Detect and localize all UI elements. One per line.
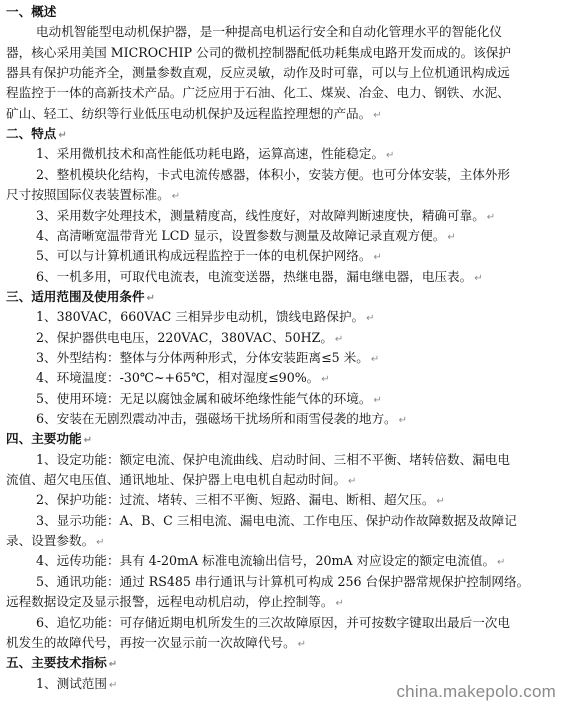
line-text: 2、保护功能：过流、堵转、三相不平衡、短路、漏电、断相、超欠压。 <box>36 492 435 508</box>
section-heading <box>6 429 560 451</box>
paragraph-line <box>6 206 560 228</box>
paragraph-line <box>6 409 560 431</box>
paragraph-line <box>6 572 560 592</box>
paragraph-line <box>6 144 560 166</box>
line-text: 4、环境温度：-30℃~+65℃，相对湿度≤90%。 <box>36 370 320 386</box>
paragraph-line <box>6 328 560 350</box>
paragraph-mark-icon: ↵ <box>373 109 382 121</box>
paragraph-line <box>6 226 560 248</box>
paragraph-mark-icon: ↵ <box>447 231 456 243</box>
paragraph-line <box>6 592 560 614</box>
line-text: 6、追忆功能：可存储近期电机所发生的三次故障原因，并可按数字键取出最后一次电 <box>36 614 510 630</box>
line-text: 3、采用数字处理技术，测量精度高，线性度好，对故障判断速度快，精确可靠。 <box>36 207 485 223</box>
paragraph-line <box>6 470 560 492</box>
paragraph-line <box>6 43 560 63</box>
paragraph-mark-icon: ↵ <box>366 313 375 325</box>
line-text: 矿山、轻工、纺织等行业低压电动机保护及远程监控理想的产品。 <box>6 105 372 121</box>
paragraph-line <box>6 348 560 370</box>
line-text: 1、采用微机技术和高性能低功耗电路，运算高速，性能稳定。 <box>36 146 385 162</box>
paragraph-mark-icon: ↵ <box>83 435 92 447</box>
paragraph-line <box>6 613 560 633</box>
watermark: china.makepolo.com <box>396 682 556 701</box>
paragraph-mark-icon: ↵ <box>386 150 395 162</box>
line-text: 器，核心采用美国 MICROCHIP 公司的微机控制器配低功耗集成电路开发而成的。该保护 <box>6 44 511 60</box>
line-text: 二、特点 <box>6 126 57 142</box>
line-text: 4、远传功能：具有 4-20mA 标准电流输出信号，20mA 对应设定的额定电流值。 <box>36 553 496 569</box>
paragraph-mark-icon: ↵ <box>334 333 344 345</box>
line-text: 程监控于一体的高新技术产品。广泛应用于石油、化工、煤炭、冶金、电力、钢铁、水泥、 <box>6 85 510 101</box>
line-text: 1、设定功能：额定电流、保护电流曲线、启动时间、三相不平衡、堵转倍数、漏电电 <box>36 451 510 467</box>
line-text: 五、主要技术指标 <box>6 655 107 671</box>
line-text: 器具有保护功能齐全，测量参数直观，反应灵敏，动作及时可靠，可以与上位机通讯构成远 <box>6 65 510 81</box>
line-text: 尺寸按照国际仪表装置标准。 <box>6 187 170 203</box>
line-text: 流值、超欠电压值、通讯地址、保护器上电电机自起动时间。 <box>6 472 347 488</box>
paragraph-line <box>6 307 560 329</box>
line-text: 远程数据设定及显示报警，远程电动机启动，停止控制等。 <box>6 594 334 610</box>
paragraph-mark-icon: ↵ <box>497 557 506 569</box>
section-heading <box>6 653 560 675</box>
paragraph-mark-icon: ↵ <box>348 476 357 488</box>
line-text: 四、主要功能 <box>6 431 82 447</box>
paragraph-mark-icon: ↵ <box>321 374 330 386</box>
paragraph-line <box>6 450 560 470</box>
paragraph-line <box>6 531 560 553</box>
paragraph-line <box>6 246 560 268</box>
line-text: 电动机智能型电动机保护器，是一种提高电机运行安全和自动化管理水平的智能化仪 <box>36 24 502 40</box>
paragraph-mark-icon: ↵ <box>398 415 408 426</box>
paragraph-line <box>6 490 560 512</box>
paragraph-mark-icon: ↵ <box>58 130 67 142</box>
line-text: 录、设置参数。 <box>6 533 95 549</box>
paragraph-mark-icon: ↵ <box>373 394 382 406</box>
paragraph-mark-icon: ↵ <box>370 353 380 365</box>
line-text: 5、使用环境：无足以腐蚀金属和破坏绝缘性能气体的环境。 <box>36 390 372 406</box>
paragraph-mark-icon: ↵ <box>373 252 382 264</box>
paragraph-mark-icon: ↵ <box>335 598 344 610</box>
paragraph-line <box>6 551 560 573</box>
line-text: 2、保护器供电电压，220VAC，380VAC、50HZ。 <box>36 329 333 345</box>
paragraph-line <box>6 267 560 289</box>
section-heading <box>6 287 560 309</box>
line-text: 3、外型结构：整体与分体两种形式，分体安装距离≤5 米。 <box>36 349 369 365</box>
paragraph-mark-icon: ↵ <box>297 638 307 650</box>
line-text: 6、安装在无剧烈震动冲击，强磁场干扰场所和雨雪侵袭的地方。 <box>36 411 397 426</box>
section-heading <box>6 124 560 146</box>
paragraph-line <box>6 633 560 655</box>
paragraph-mark-icon: ↵ <box>474 272 483 284</box>
line-text: 2、整机模块化结构，卡式电流传感器，体积小，安装方便。也可分体安装，主体外形 <box>36 166 510 182</box>
line-text: 5、可以与计算机通讯构成远程监控于一体的电机保护网络。 <box>36 248 372 264</box>
paragraph-mark-icon: ↵ <box>171 191 181 203</box>
line-text: 5、通讯功能：通过 RS485 串行通讯与计算机可构成 256 台保护器常规保护控制网络。 <box>36 573 530 589</box>
line-text: 1、测试范围 <box>36 675 107 691</box>
paragraph-mark-icon: ↵ <box>108 679 118 691</box>
section-heading <box>6 2 560 22</box>
line-text: 6、一机多用，可取代电流表，电流变送器，热继电器，漏电继电器，电压表。 <box>36 268 473 284</box>
paragraph-mark-icon: ↵ <box>486 211 496 223</box>
line-text: 一、概述 <box>6 4 57 19</box>
paragraph-mark-icon: ↵ <box>108 659 118 671</box>
paragraph-line <box>6 104 560 126</box>
line-text: 机发生的故障代号，再按一次显示前一次故障代号。 <box>6 634 296 650</box>
paragraph-mark-icon: ↵ <box>96 537 105 549</box>
line-text: 3、显示功能：A、B、C 三相电流、漏电电流、工作电压、保护动作故障数据及故障记 <box>36 512 517 528</box>
line-text: 三、适用范围及使用条件 <box>6 288 145 304</box>
paragraph-line <box>6 511 560 531</box>
paragraph-mark-icon: ↵ <box>436 496 445 508</box>
paragraph-line <box>6 63 560 83</box>
paragraph-line <box>6 185 560 207</box>
paragraph-line <box>6 389 560 411</box>
paragraph-mark-icon: ↵ <box>146 292 155 304</box>
line-text: 1、380VAC，660VAC 三相异步电动机，馈线电路保护。 <box>36 309 365 325</box>
paragraph-line <box>6 368 560 390</box>
line-text: 4、高清晰宽温带背光 LCD 显示，设置参数与测量及故障记录直观方便。 <box>36 227 446 243</box>
paragraph-line <box>6 22 560 42</box>
paragraph-line <box>6 83 560 103</box>
paragraph-line <box>6 165 560 185</box>
